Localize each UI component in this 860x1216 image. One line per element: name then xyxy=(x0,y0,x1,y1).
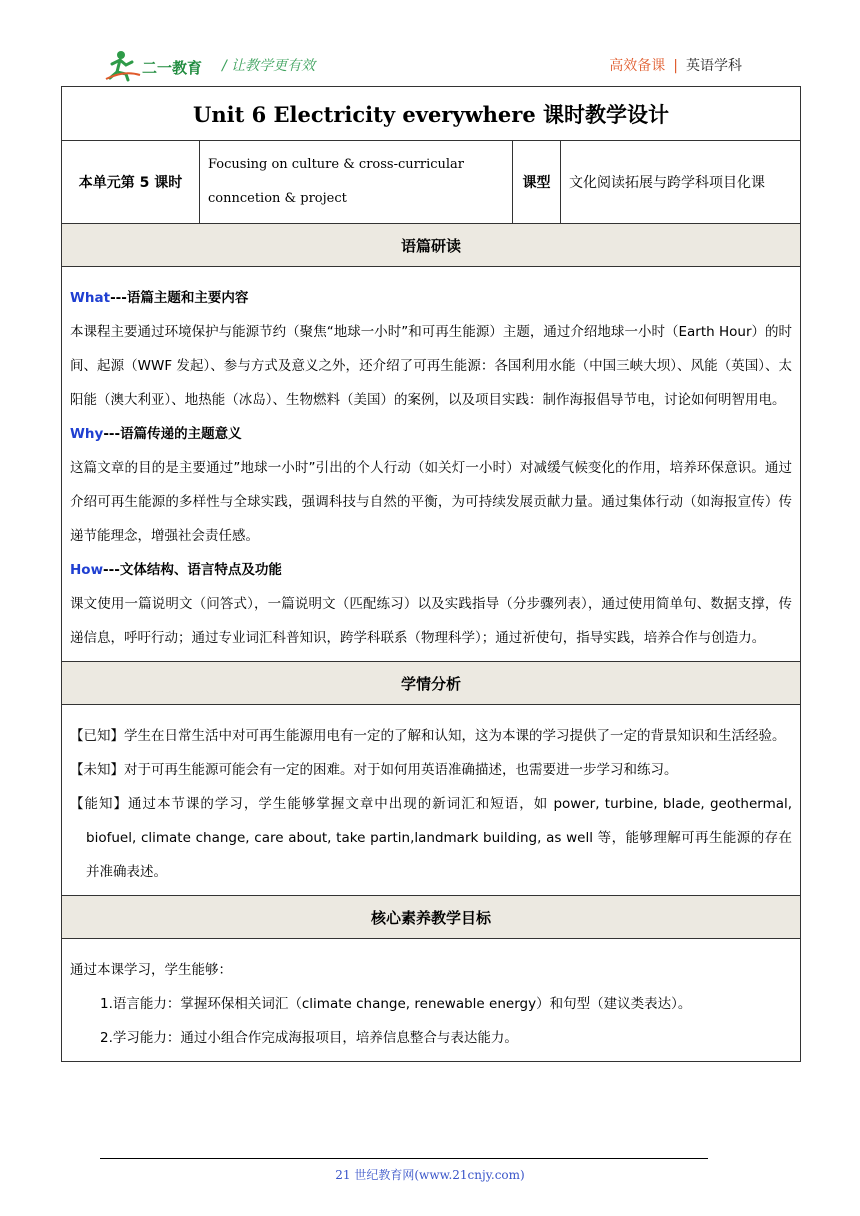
how-paragraph: 课文使用一篇说明文（问答式），一篇说明文（匹配练习）以及实践指导（分步骤列表），通过使用简单句、数据支撑，传递信息，呼吁行动；通过专业词汇科普知识，跨学科联系（物理科学）；通过祈使句，指导实践，培养合作与创造力。 xyxy=(70,596,793,646)
goal-1: 1.语言能力：掌握环保相关词汇（climate change, renewable energy）和句型（建议类表达）。 xyxy=(100,996,692,1012)
unknown-paragraph: 【未知】对于可再生能源可能会有一定的困难。对于如何用英语准确描述，也需要进一步学习和练习。 xyxy=(70,762,678,778)
footer-divider xyxy=(100,1158,708,1159)
core-goals-body xyxy=(62,939,801,1062)
document-title: Unit 6 Electricity everywhere 课时教学设计 xyxy=(62,87,801,141)
text-analysis-body xyxy=(62,267,801,662)
header-separator: | xyxy=(673,58,678,74)
known-paragraph: 【已知】学生在日常生活中对可再生能源用电有一定的了解和认知，这为本课的学习提供了一定的背景知识和生活经验。 xyxy=(70,728,786,744)
runner-logo-icon xyxy=(104,48,216,82)
svg-text:二一教育: 二一教育 xyxy=(142,59,203,77)
what-paragraph: 本课程主要通过环境保护与能源节约（聚焦“地球一小时”和可再生能源）主题，通过介绍地球一小时（Earth Hour）的时间、起源（WWF 发起）、参与方式及意义之外，还介绍了可再生能源：各国利用水能（中国三峡大坝）、风能（英国）、太阳能（澳大利亚）、地热能（冰岛）、生物燃料（美国）的案例，以及项目实践：制作海报倡导节电，讨论如何明智用电。 xyxy=(70,324,793,408)
lesson-type-value: 文化阅读拓展与跨学科项目化课 xyxy=(561,141,801,224)
lesson-number-cell: 本单元第 5 课时 xyxy=(62,141,200,224)
header-subject xyxy=(609,55,742,75)
topic-line-2: conncetion & project xyxy=(208,191,347,206)
topic-cell xyxy=(200,141,513,224)
page-header xyxy=(0,0,860,86)
why-paragraph: 这篇文章的目的是主要通过”地球一小时”引出的个人行动（如关灯一小时）对减缓气候变化的作用，培养环保意识。通过介绍可再生能源的多样性与全球实践，强调科技与自然的平衡，为可持续发展贡献力量。通过集体行动（如海报宣传）传递节能理念，增强社会责任感。 xyxy=(70,460,793,544)
learner-analysis-body xyxy=(62,705,801,896)
section-heading-core-goals: 核心素养教学目标 xyxy=(62,896,801,939)
slogan: / 让教学更有效 xyxy=(222,58,316,74)
goals-intro: 通过本课学习，学生能够： xyxy=(70,962,232,978)
footer-source: 21 世纪教育网(www.21cnjy.com) xyxy=(335,1168,525,1182)
what-heading: What---语篇主题和主要内容 xyxy=(70,290,249,306)
how-heading: How---文体结构、语言特点及功能 xyxy=(70,562,282,578)
topic-line-1: Focusing on culture & cross-curricular xyxy=(208,157,465,172)
lesson-plan-table xyxy=(61,86,801,1062)
header-label-prep: 高效备课 xyxy=(609,58,666,74)
logo xyxy=(104,48,216,82)
section-heading-text-analysis: 语篇研读 xyxy=(62,224,801,267)
section-heading-learner-analysis: 学情分析 xyxy=(62,662,801,705)
why-heading: Why---语篇传递的主题意义 xyxy=(70,426,242,442)
goal-2: 2.学习能力：通过小组合作完成海报项目，培养信息整合与表达能力。 xyxy=(100,1030,518,1046)
lesson-type-label: 课型 xyxy=(513,141,561,224)
able-paragraph: 【能知】通过本节课的学习，学生能够掌握文章中出现的新词汇和短语，如 power, turbine, blade, geothermal, biofuel, climate change, care about, take partin,landmark building, as well 等，能够理解可再生能源的存在并准确表述。 xyxy=(70,796,793,880)
header-label-subject: 英语学科 xyxy=(686,58,742,74)
